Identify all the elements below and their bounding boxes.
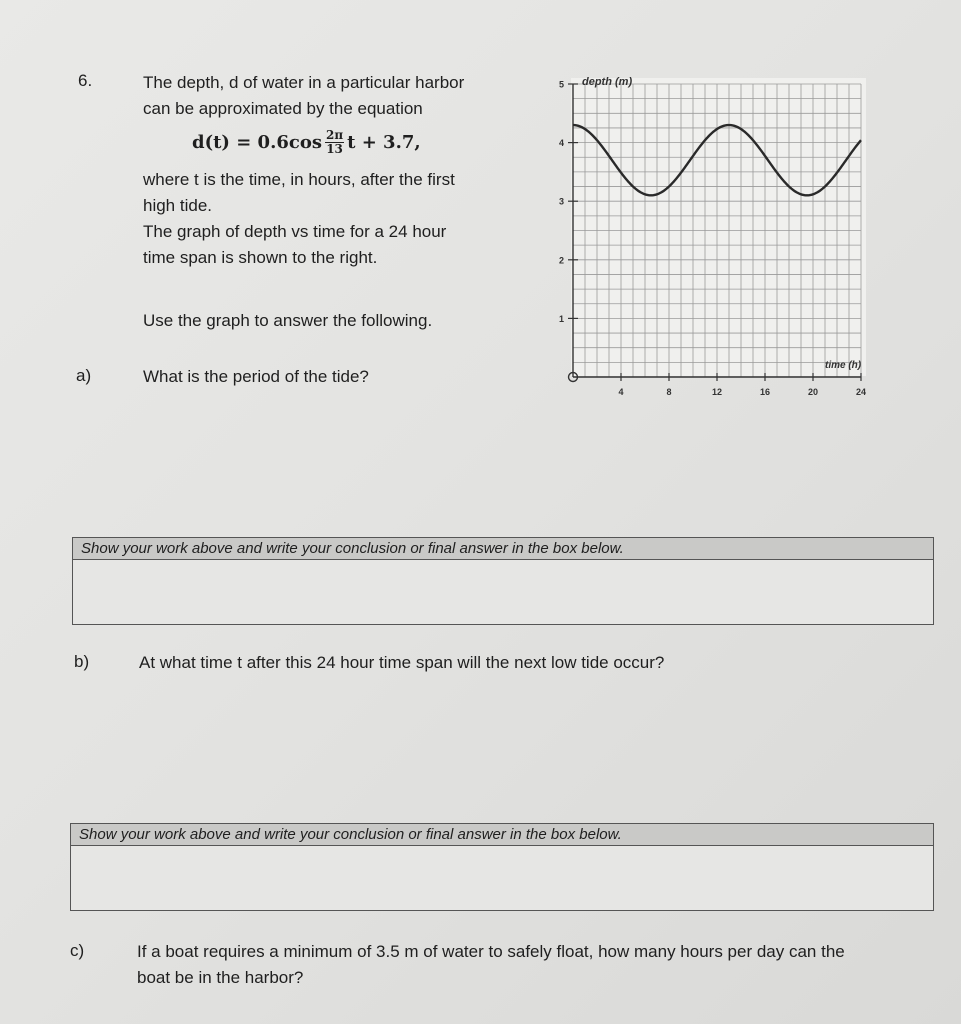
fraction-denominator: 13 xyxy=(326,142,343,156)
depth-time-graph xyxy=(555,70,875,410)
answer-box-b-input[interactable] xyxy=(71,846,933,910)
question-text-cont xyxy=(143,167,523,271)
line-5: The graph of depth vs time for a 24 hour xyxy=(143,222,447,241)
equation-fraction xyxy=(325,129,344,156)
answer-box-a xyxy=(72,537,934,625)
part-a-question: What is the period of the tide? xyxy=(143,367,369,386)
part-c-line-2: boat be in the harbor? xyxy=(137,968,304,987)
depth-equation xyxy=(192,129,421,156)
x-tick-label: 16 xyxy=(759,387,771,397)
line-6: time span is shown to the right. xyxy=(143,248,378,267)
x-tick-label: 12 xyxy=(711,387,723,397)
part-c-label: c) xyxy=(70,941,85,960)
part-b-question: At what time t after this 24 hour time span will the next low tide occur? xyxy=(139,653,665,672)
y-tick-label: 4 xyxy=(558,138,564,149)
part-c-line-1: If a boat requires a minimum of 3.5 m of water to safely float, how many hours per day can the xyxy=(137,942,845,961)
equation-rhs: t + 3.7, xyxy=(347,132,421,153)
x-tick-label: 20 xyxy=(807,387,819,397)
equation-lhs: d(t) = 0.6cos xyxy=(192,132,322,153)
intro-line-1: The depth, d of water in a particular harbor xyxy=(143,73,465,92)
part-a-label: a) xyxy=(76,366,92,385)
part-c-question xyxy=(137,939,937,991)
x-axis-label: time (h) xyxy=(825,360,862,371)
y-tick-label: 3 xyxy=(558,196,564,207)
instruction: Use the graph to answer the following. xyxy=(143,311,433,330)
graph-background xyxy=(571,78,866,376)
answer-box-b-header: Show your work above and write your conclusion or final answer in the box below. xyxy=(71,824,933,846)
y-tick-label: 5 xyxy=(558,79,564,90)
answer-box-a-input[interactable] xyxy=(73,560,933,624)
line-4: high tide. xyxy=(143,196,212,215)
intro-line-2: can be approximated by the equation xyxy=(143,99,423,118)
fraction-numerator: 2π xyxy=(325,128,344,142)
x-tick-label: 8 xyxy=(666,387,672,397)
question-number: 6. xyxy=(78,71,93,90)
x-tick-label: 24 xyxy=(855,387,867,397)
x-tick-label: 4 xyxy=(618,387,624,397)
y-tick-label: 2 xyxy=(558,255,564,266)
answer-box-b xyxy=(70,823,934,911)
question-text xyxy=(143,70,523,122)
y-axis-label: depth (m) xyxy=(582,76,633,88)
line-3: where t is the time, in hours, after the first xyxy=(143,170,455,189)
y-tick-label: 1 xyxy=(558,313,564,324)
part-b-label: b) xyxy=(74,652,90,671)
answer-box-a-header: Show your work above and write your conclusion or final answer in the box below. xyxy=(73,538,933,560)
